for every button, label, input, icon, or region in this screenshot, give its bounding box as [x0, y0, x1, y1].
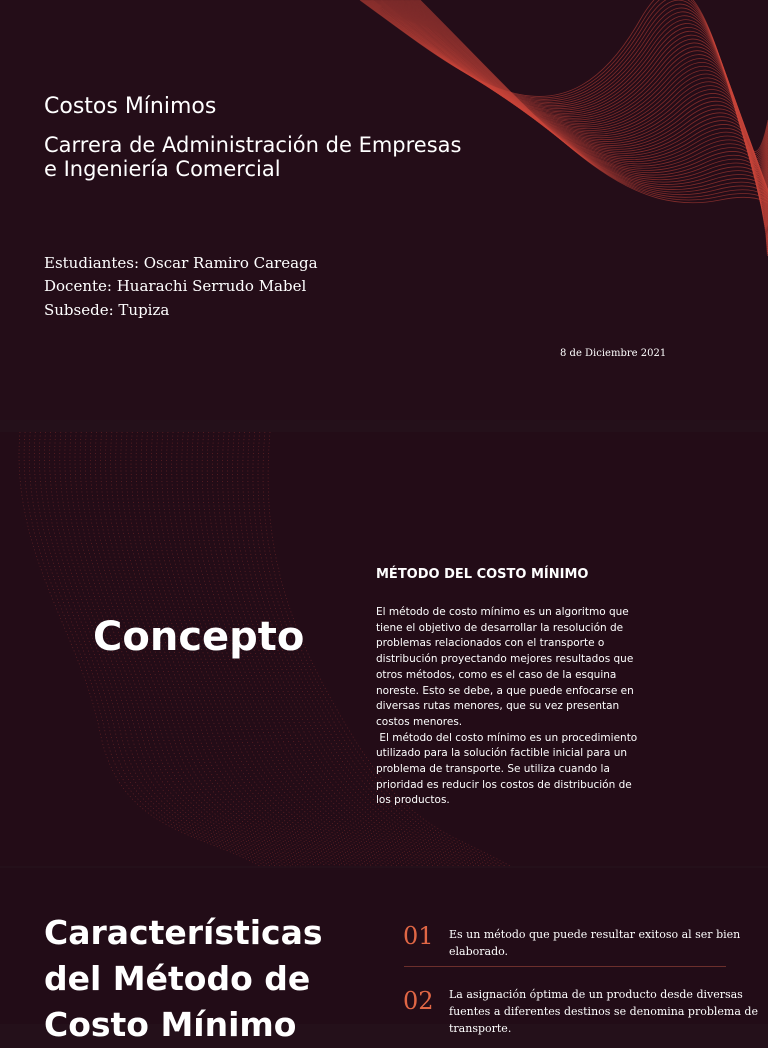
method-paragraph-2: El método del costo mínimo es un procedimiento utilizado para la solución factible inicial para un problema de transporte. Se utiliza cuando la prioridad es reducir los costos de distribución de los productos. — [376, 731, 641, 807]
campus-line: Subsede: Tupiza — [44, 301, 170, 319]
concept-slide — [0, 432, 768, 866]
title-slide — [0, 0, 768, 420]
item-text-01: Es un método que puede resultar exitoso al ser bien elaborado. — [449, 928, 741, 958]
characteristics-title: Características del Método de Costo Mínimo — [44, 913, 323, 1044]
presentation-title: Costos Mínimos — [44, 94, 217, 119]
presentation-date: 8 de Diciembre 2021 — [560, 348, 667, 359]
concept-title: Concepto — [93, 614, 305, 660]
method-paragraph-1: El método de costo mínimo es un algoritmo que tiene el objetivo de desarrollar la resolución de problemas relacionados con el transporte o distribución proyectando mejores resultados que otros métodos, como es el caso de la esquina noreste. Esto se debe, a que puede enfocarse en diversas rutas menores, que su vez presentan costos menores. — [376, 606, 634, 728]
item-number-01: 01 — [403, 922, 434, 950]
characteristics-slide — [0, 868, 768, 1044]
method-heading: MÉTODO DEL COSTO MÍNIMO — [376, 567, 589, 582]
method-description — [376, 605, 641, 809]
teacher-line: Docente: Huarachi Serrudo Mabel — [44, 277, 307, 295]
presentation-subtitle: Carrera de Administración de Empresas e Ingeniería Comercial — [44, 133, 462, 181]
students-line: Estudiantes: Oscar Ramiro Careaga — [44, 254, 318, 272]
item-text-02: La asignación óptima de un producto desde diversas fuentes a diferentes destinos se denomina problema de transporte. — [449, 988, 758, 1035]
item-divider — [404, 966, 726, 967]
item-number-02: 02 — [403, 987, 434, 1015]
